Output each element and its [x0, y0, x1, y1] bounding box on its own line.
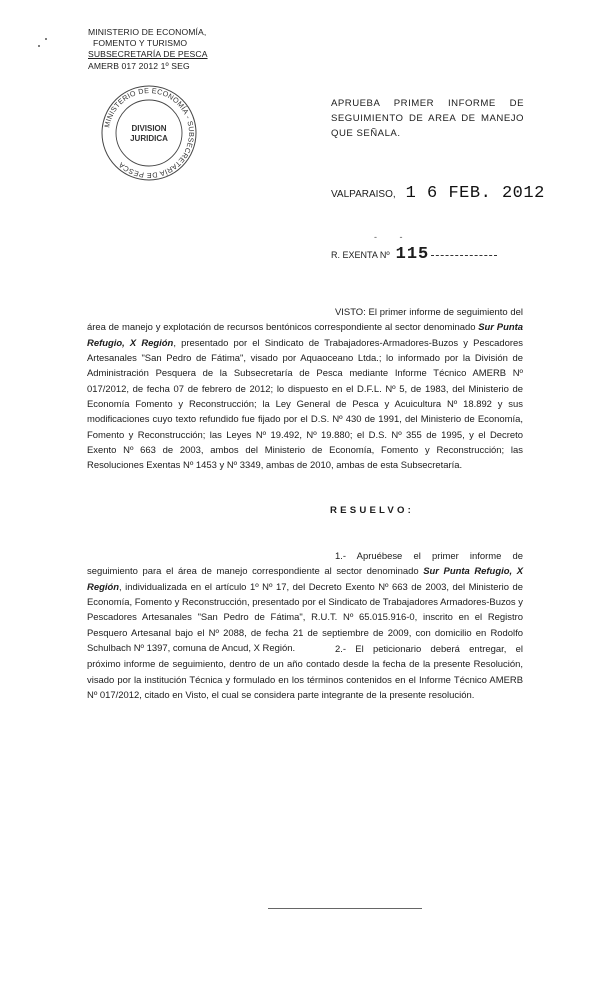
seal-line1: DIVISION: [131, 124, 167, 133]
resuelvo-heading: RESUELVO:: [330, 505, 415, 516]
division-juridica-seal-icon: [99, 83, 199, 183]
resolution-number-line: [331, 245, 497, 264]
item1-text-a: 1.- Apruébese el primer informe de seguimiento para el área de manejo correspondiente al sector denominado: [87, 551, 523, 578]
resolution-number: 115: [395, 245, 430, 264]
subsecretaria-name: SUBSECRETARÍA DE PESCA: [88, 49, 208, 60]
seal-outer-text: MINISTERIO DE ECONOMÍA - SUBSECRETARÍA DE PESCA: [102, 85, 197, 181]
item1-text-b: , individualizada en el artículo 1º Nº 17, del Decreto Exento Nº 663 de 2003, del Ministerio de Economía, Fomento y Reconstrucción, presentado por el Sindicato de Trabajadores Armadores-Buzos y Pescadores Artesanales "San Pedro de Fátima", R.U.T. Nº 65.015.916-0, inscrito en el Registro Pesquero Artesanal bajo el Nº 2088, de fecha 21 de septiembre de 2009, con domicilio en Rodolfo Schulbach Nº 1397, comuna de Ancud, X Región.: [87, 581, 523, 655]
visto-text-a: VISTO: El primer informe de seguimiento del área de manejo y explotación de recursos bentónicos correspondiente al sector denominado: [87, 307, 523, 334]
date-stamp: 1 6 FEB. 2012: [405, 184, 545, 203]
visto-text-b: , presentado por el Sindicato de Trabajadores-Armadores-Buzos y Pescadores Artesanales "San Pedro de Fátima", visado por Aquaoceano Ltda.; lo informado por la División de Administración Pesquera de la Subsecretaría de Pesca mediante Informe Técnico AMERB Nº 017/2012, de fecha 07 de febrero de 2012; lo dispuesto en el D.F.L. Nº 5, de 1983, del Ministerio de Economía Fomento y Reconstrucción; la Ley General de Pesca y Acuicultura Nº 18.892 y sus modificaciones cuyo texto refundido fue fijado por el D.S. Nº 430 de 1991, del Ministerio de Economía, Fomento y Reconstrucción; las Leyes Nº 19.492, Nº 19.880; el D.S. Nº 355 de 1995, y el Decreto Exento Nº 663 de 2003, ambos del Ministerio de Economía, Fomento y Reconstrucción; las Resoluciones Exentas Nº 1453 y Nº 3349, ambas de 2010, ambas de esta Subsecretaría.: [87, 337, 523, 472]
ministry-name-line2: FOMENTO Y TURISMO: [93, 38, 188, 49]
letterhead: [88, 27, 208, 72]
dateline: [331, 184, 545, 203]
decorative-marks: - -: [374, 232, 413, 242]
signature-line: [268, 908, 422, 909]
visto-sector-name: Sur Punta Refugio, X Región: [87, 322, 523, 349]
resolution-label: R. EXENTA Nº: [331, 250, 390, 260]
item2-text: 2.- El peticionario deberá entregar, el próximo informe de seguimiento, dentro de un año contado desde la fecha de la presente Resolución, visado por la institución Técnica y formulado en los términos contenidos en el Informe Técnico AMERB Nº 017/2012, citado en Visto, el cual se considera parte integrante de la presente resolución.: [87, 644, 523, 702]
subject-line: APRUEBA PRIMER INFORME DE SEGUIMIENTO DE AREA DE MANEJO QUE SEÑALA.: [331, 98, 524, 139]
resolution-item-2: [87, 642, 523, 703]
scan-speck: [45, 38, 47, 40]
visto-paragraph: [87, 305, 523, 474]
seal-line2: JURIDICA: [130, 134, 168, 143]
resolution-item-1: [87, 549, 523, 656]
item1-sector-name: Sur Punta Refugio, X Región: [87, 566, 523, 593]
date-place: VALPARAISO,: [331, 189, 396, 200]
scan-speck: [38, 45, 40, 47]
resolution-underline: [431, 255, 497, 256]
reference-code: AMERB 017 2012 1º SEG: [88, 60, 190, 71]
ministry-name: MINISTERIO DE ECONOMÍA,: [88, 27, 207, 37]
